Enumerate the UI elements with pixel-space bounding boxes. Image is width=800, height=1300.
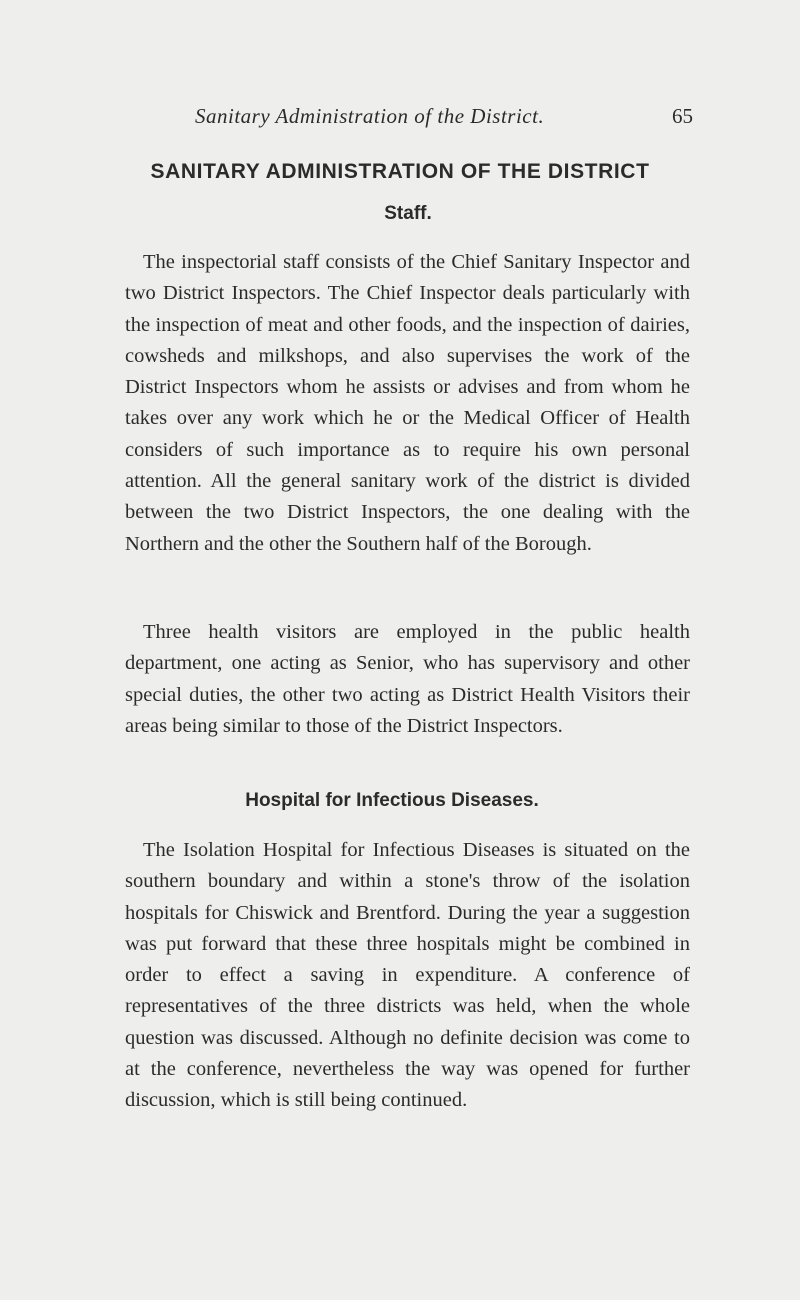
hospital-heading: Hospital for Infectious Diseases. (245, 790, 539, 811)
page-title: SANITARY ADMINISTRATION OF THE DISTRICT (150, 160, 650, 183)
hospital-paragraph-1: The Isolation Hospital for Infectious Diseases is situated on the southern boundary and within a stone's throw of the isolation hospitals for Chiswick and Brentford. During the year a suggestion was put forward that these three hospitals might be combined in order to effect a saving in expenditure. A conference of representatives of the three districts was held, when the whole question was discussed. Although no definite decision was come to at the conference, nevertheless the way was opened for further discussion, which is still being continued. (125, 839, 690, 1112)
staff-paragraph-1: The inspectorial staff consists of the Chief Sanitary Inspector and two District Inspectors. The Chief Inspector deals particularly with the inspection of meat and other foods, and the inspection of dairies, cowsheds and milkshops, and also supervises the work of the District Inspectors whom he assists or advises and from whom he takes over any work which he or the Medical Officer of Health considers of such importance as to require his own personal attention. All the general sanitary work of the district is divided between the two District Inspectors, the one dealing with the Northern and the other the Southern half of the Borough. (125, 251, 690, 555)
running-header-title: Sanitary Administration of the District. (195, 104, 545, 128)
page-number: 65 (672, 104, 693, 128)
staff-paragraph-2: Three health visitors are employed in the public health department, one acting as Senior, who has supervisory and other special duties, the other two acting as District Health Visitors their areas being similar to those of the District Inspectors. (125, 621, 690, 737)
staff-heading: Staff. (384, 203, 432, 224)
